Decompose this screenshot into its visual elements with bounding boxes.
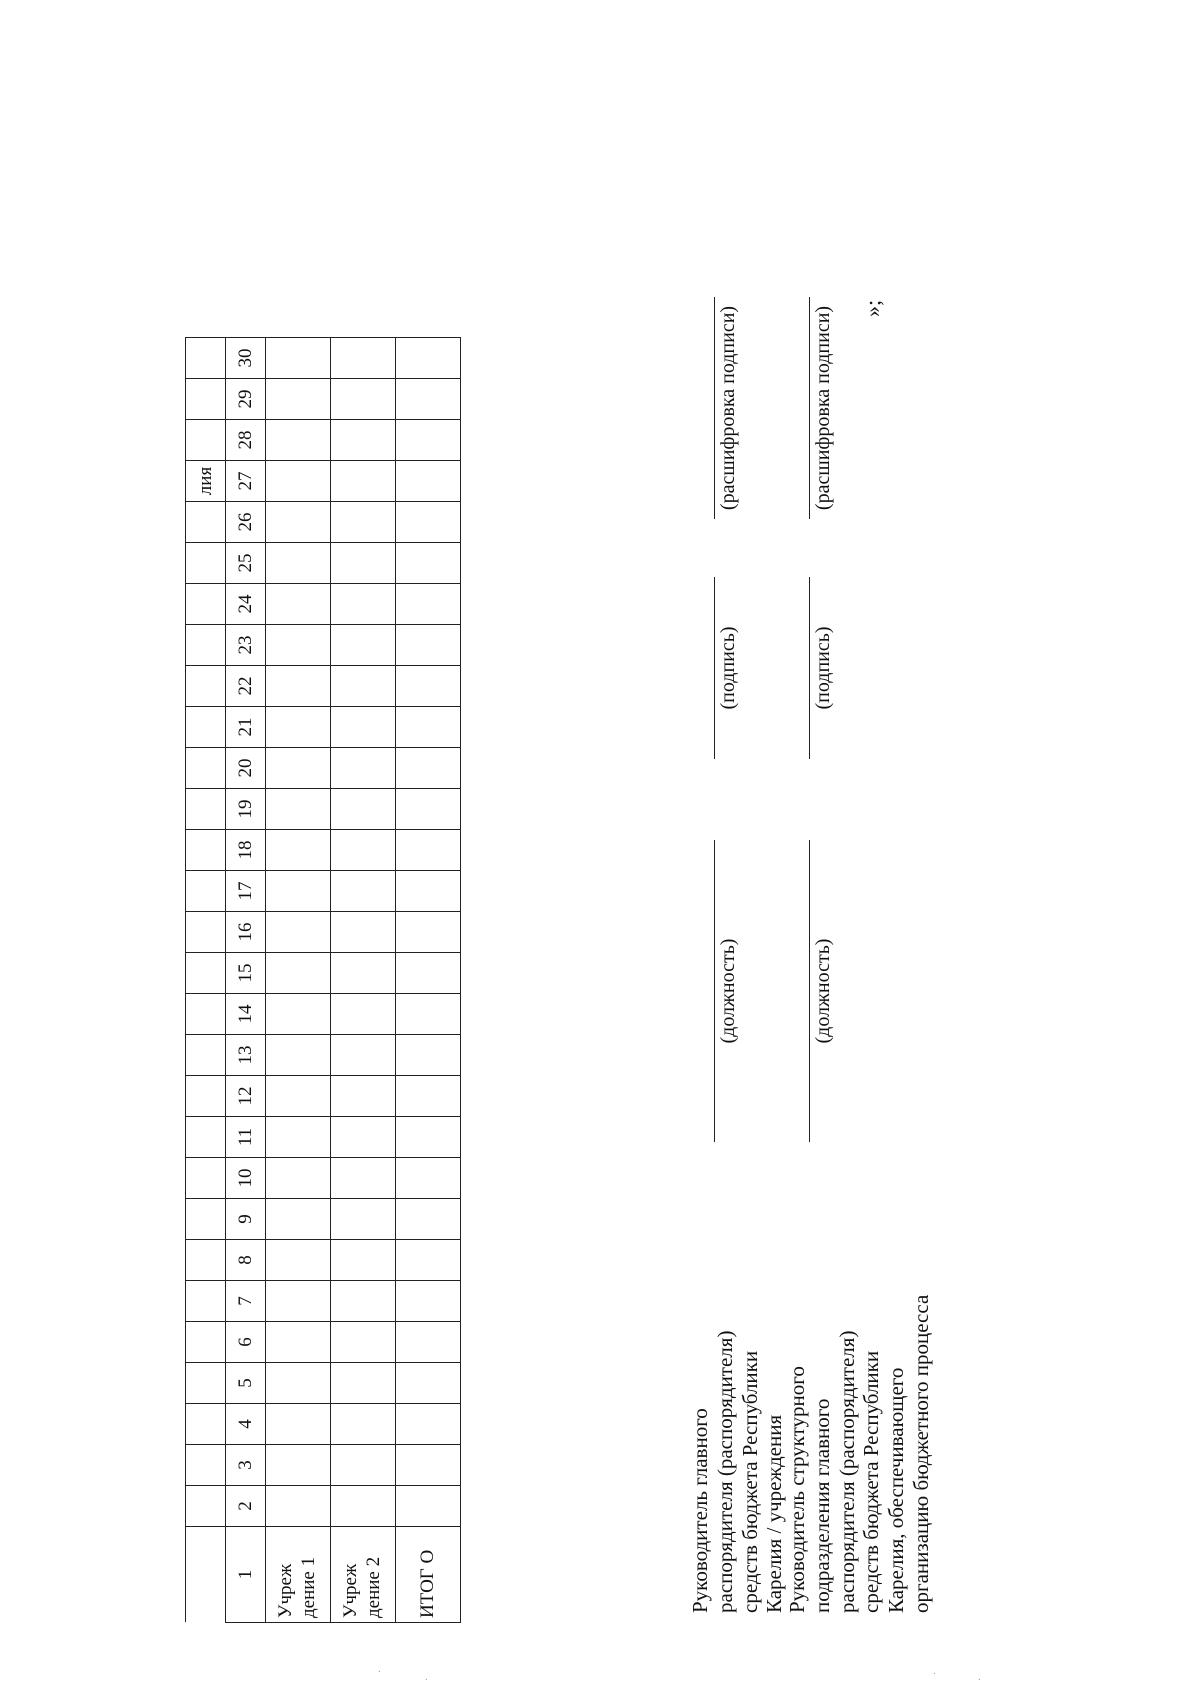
column-number-cell: 10 <box>226 1158 266 1199</box>
form-table <box>185 337 461 1623</box>
header-blank-cell <box>186 1158 226 1199</box>
column-number-cell: 23 <box>226 625 266 666</box>
empty-data-cell <box>396 379 461 420</box>
empty-data-cell <box>331 912 396 953</box>
header-blank-cell <box>186 1527 226 1623</box>
header-blank-cell <box>186 994 226 1035</box>
empty-data-cell <box>331 1199 396 1240</box>
scan-speck: · <box>975 1677 986 1681</box>
signature-title-head-of-distributor: Руководитель главного распорядителя (распорядителя) средств бюджета Республики Карелия / учреждения <box>688 1330 787 1613</box>
column-number-cell: 26 <box>226 502 266 543</box>
empty-data-cell <box>331 1076 396 1117</box>
column-number-cell: 29 <box>226 379 266 420</box>
header-blank-cell <box>186 1035 226 1076</box>
signature-line-decoding: (расшифровка подписи) <box>714 297 740 519</box>
empty-data-cell <box>396 1404 461 1445</box>
empty-data-cell <box>396 584 461 625</box>
column-number-cell: 22 <box>226 666 266 707</box>
empty-data-cell <box>331 338 396 379</box>
column-number-cell: 16 <box>226 912 266 953</box>
empty-data-cell <box>331 1486 396 1527</box>
empty-data-cell <box>396 912 461 953</box>
empty-data-cell <box>266 1076 331 1117</box>
empty-data-cell <box>396 1199 461 1240</box>
column-number-cell: 7 <box>226 1281 266 1322</box>
empty-data-cell <box>396 953 461 994</box>
column-number-cell: 3 <box>226 1445 266 1486</box>
empty-data-cell <box>396 1117 461 1158</box>
header-blank-cell <box>186 625 226 666</box>
header-blank-cell <box>186 379 226 420</box>
empty-data-cell <box>331 1158 396 1199</box>
empty-data-cell <box>396 1363 461 1404</box>
column-number-cell: 24 <box>226 584 266 625</box>
empty-data-cell <box>331 379 396 420</box>
empty-data-cell <box>266 1199 331 1240</box>
column-number-cell: 14 <box>226 994 266 1035</box>
table-row <box>396 338 461 1623</box>
scan-speck: · <box>422 1677 433 1681</box>
table-row <box>266 338 331 1623</box>
empty-data-cell <box>266 1486 331 1527</box>
empty-data-cell <box>266 994 331 1035</box>
empty-data-cell <box>331 625 396 666</box>
empty-data-cell <box>331 871 396 912</box>
empty-data-cell <box>331 1404 396 1445</box>
empty-data-cell <box>331 748 396 789</box>
column-number-cell: 11 <box>226 1117 266 1158</box>
empty-data-cell <box>331 1281 396 1322</box>
empty-data-cell <box>331 502 396 543</box>
empty-data-cell <box>266 830 331 871</box>
empty-data-cell <box>396 748 461 789</box>
empty-data-cell <box>266 1404 331 1445</box>
signature-title-head-of-structural-unit: Руководитель структурного подразделения главного распорядителя (распорядителя) средств бюджета Республики Карелия, обеспечивающего организацию бюджетного процесса <box>785 1294 933 1613</box>
empty-data-cell <box>396 1158 461 1199</box>
empty-data-cell <box>331 420 396 461</box>
column-number-cell: 15 <box>226 953 266 994</box>
empty-data-cell <box>396 502 461 543</box>
header-blank-cell <box>186 748 226 789</box>
signature-line-decoding: (расшифровка подписи) <box>809 297 835 519</box>
column-number-cell: 19 <box>226 789 266 830</box>
empty-data-cell <box>266 502 331 543</box>
empty-data-cell <box>396 1445 461 1486</box>
empty-data-cell <box>396 338 461 379</box>
empty-data-cell <box>331 707 396 748</box>
empty-data-cell <box>331 994 396 1035</box>
empty-data-cell <box>266 1158 331 1199</box>
empty-data-cell <box>266 748 331 789</box>
signature-line-signature: (подпись) <box>809 577 835 759</box>
header-blank-cell <box>186 1199 226 1240</box>
empty-data-cell <box>331 789 396 830</box>
column-number-cell: 2 <box>226 1486 266 1527</box>
empty-data-cell <box>331 1117 396 1158</box>
column-number-cell: 13 <box>226 1035 266 1076</box>
header-blank-cell <box>186 1240 226 1281</box>
empty-data-cell <box>331 461 396 502</box>
column-number-cell: 28 <box>226 420 266 461</box>
empty-data-cell <box>396 830 461 871</box>
empty-data-cell <box>266 871 331 912</box>
empty-data-cell <box>266 1240 331 1281</box>
header-blank-cell <box>186 1322 226 1363</box>
empty-data-cell <box>331 1363 396 1404</box>
column-number-cell: 18 <box>226 830 266 871</box>
column-number-cell: 21 <box>226 707 266 748</box>
empty-data-cell <box>331 1445 396 1486</box>
empty-data-cell <box>396 1076 461 1117</box>
column-number-cell: 25 <box>226 543 266 584</box>
header-blank-cell <box>186 830 226 871</box>
empty-data-cell <box>331 1240 396 1281</box>
signature-line-position: (должность) <box>714 840 740 1142</box>
header-blank-cell <box>186 584 226 625</box>
empty-data-cell <box>266 543 331 584</box>
empty-data-cell <box>266 584 331 625</box>
empty-data-cell <box>266 912 331 953</box>
empty-data-cell <box>396 1240 461 1281</box>
empty-data-cell <box>266 1035 331 1076</box>
column-number-cell: 12 <box>226 1076 266 1117</box>
column-number-cell: 5 <box>226 1363 266 1404</box>
header-blank-cell <box>186 1363 226 1404</box>
header-blank-cell <box>186 1404 226 1445</box>
empty-data-cell <box>396 1486 461 1527</box>
header-blank-cell <box>186 912 226 953</box>
empty-data-cell <box>396 994 461 1035</box>
empty-data-cell <box>266 666 331 707</box>
empty-data-cell <box>266 338 331 379</box>
column-number-cell: 17 <box>226 871 266 912</box>
empty-data-cell <box>266 1445 331 1486</box>
empty-data-cell <box>266 789 331 830</box>
empty-data-cell <box>396 543 461 584</box>
column-number-cell: 20 <box>226 748 266 789</box>
header-blank-cell <box>186 502 226 543</box>
column-number-cell: 27 <box>226 461 266 502</box>
header-blank-cell <box>186 543 226 584</box>
empty-data-cell <box>396 871 461 912</box>
empty-data-cell <box>396 1035 461 1076</box>
empty-data-cell <box>396 461 461 502</box>
scan-speck: · <box>375 1669 386 1673</box>
column-number-cell: 8 <box>226 1240 266 1281</box>
header-blank-cell <box>186 1076 226 1117</box>
closing-quote: »; <box>860 299 885 317</box>
header-blank-cell <box>186 871 226 912</box>
signature-line-signature: (подпись) <box>714 577 740 759</box>
empty-data-cell <box>331 1035 396 1076</box>
header-blank-cell <box>186 1445 226 1486</box>
empty-data-cell <box>266 420 331 461</box>
empty-data-cell <box>266 379 331 420</box>
scan-speck: · <box>930 1671 941 1675</box>
row-label: Учреж дение 2 <box>331 1527 396 1623</box>
empty-data-cell <box>266 461 331 502</box>
empty-data-cell <box>331 543 396 584</box>
header-blank-cell <box>186 338 226 379</box>
empty-data-cell <box>331 830 396 871</box>
header-partial-text: лия <box>186 461 226 502</box>
header-blank-cell <box>186 707 226 748</box>
empty-data-cell <box>266 625 331 666</box>
column-number-cell: 4 <box>226 1404 266 1445</box>
header-blank-cell <box>186 953 226 994</box>
signature-line-position: (должность) <box>809 840 835 1142</box>
empty-data-cell <box>396 789 461 830</box>
empty-data-cell <box>266 953 331 994</box>
header-blank-cell <box>186 1281 226 1322</box>
header-blank-cell <box>186 789 226 830</box>
empty-data-cell <box>266 1363 331 1404</box>
empty-data-cell <box>331 666 396 707</box>
empty-data-cell <box>396 420 461 461</box>
empty-data-cell <box>396 666 461 707</box>
column-number-cell: 1 <box>226 1527 266 1623</box>
empty-data-cell <box>266 1322 331 1363</box>
empty-data-cell <box>266 707 331 748</box>
empty-data-cell <box>266 1281 331 1322</box>
empty-data-cell <box>396 1322 461 1363</box>
header-blank-cell <box>186 1486 226 1527</box>
empty-data-cell <box>331 1322 396 1363</box>
empty-data-cell <box>266 1117 331 1158</box>
row-label: Учреж дение 1 <box>266 1527 331 1623</box>
table-row <box>331 338 396 1623</box>
row-label: ИТОГ О <box>396 1527 461 1623</box>
empty-data-cell <box>396 625 461 666</box>
header-blank-cell <box>186 420 226 461</box>
column-number-cell: 9 <box>226 1199 266 1240</box>
empty-data-cell <box>396 1281 461 1322</box>
column-number-cell: 30 <box>226 338 266 379</box>
empty-data-cell <box>331 953 396 994</box>
header-blank-cell <box>186 1117 226 1158</box>
header-blank-cell <box>186 666 226 707</box>
empty-data-cell <box>396 707 461 748</box>
column-number-cell: 6 <box>226 1322 266 1363</box>
empty-data-cell <box>331 584 396 625</box>
